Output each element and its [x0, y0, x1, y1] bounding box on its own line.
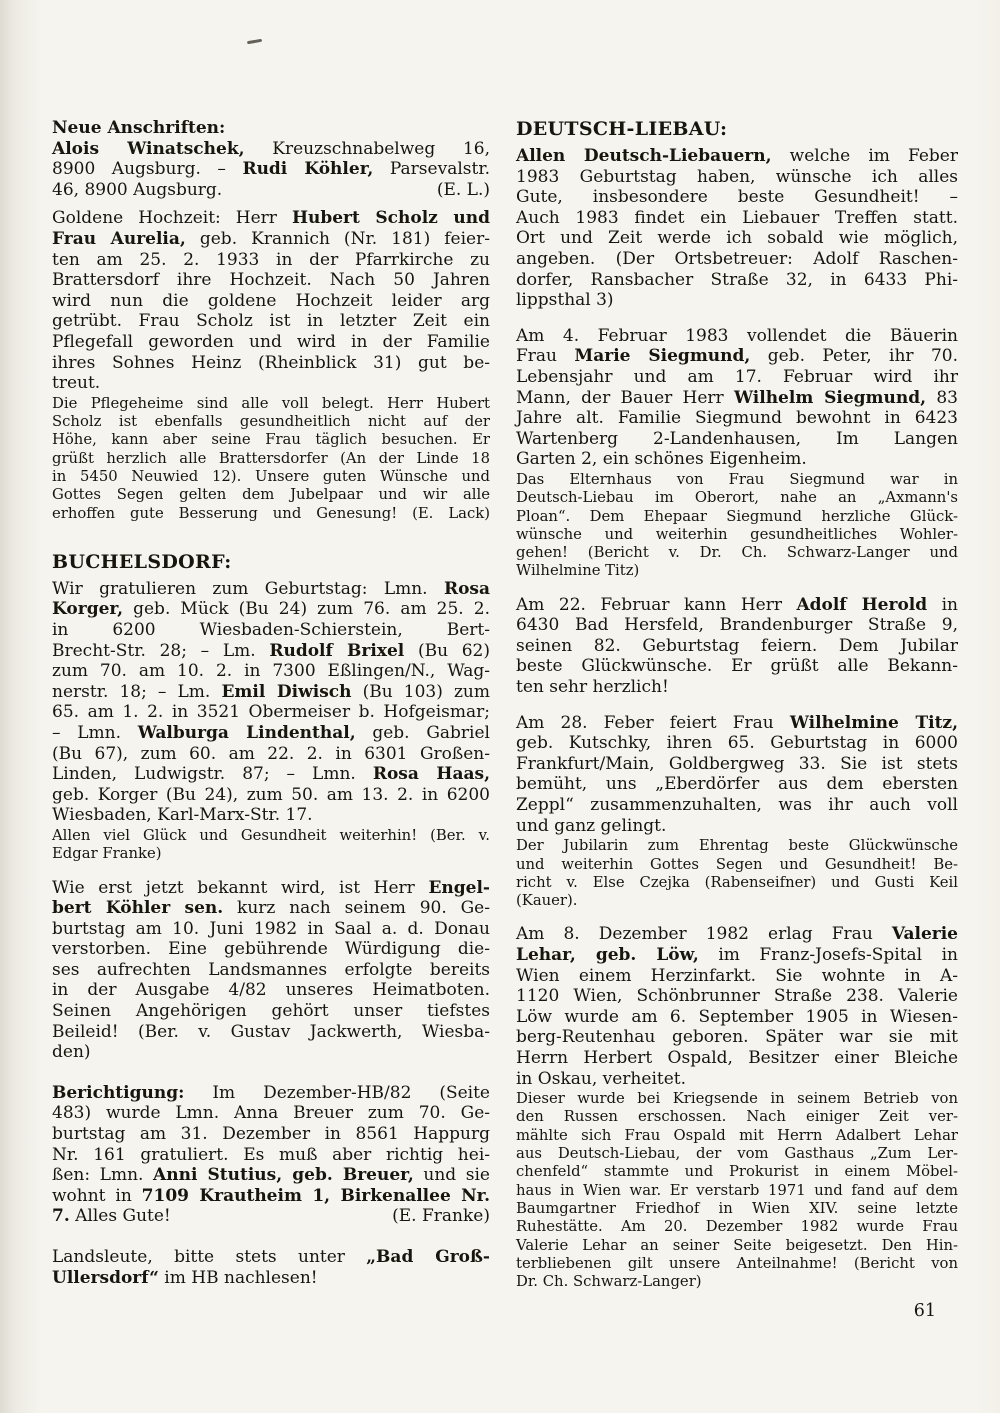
text-line — [516, 795, 958, 816]
text: Ploan“. Dem Ehepaar Siegmund herzliche Glück- — [516, 507, 958, 525]
text: erhoffen gute Besserung und Genesung! (E. Lack) — [52, 504, 490, 522]
text: Wie erst jetzt bekannt wird, ist Herr — [52, 877, 429, 898]
text: Frankfurt/Main, Goldbergweg 33. Sie ist stets — [516, 753, 958, 774]
text-line — [516, 1007, 958, 1028]
text-line — [52, 1186, 490, 1207]
text: 83 — [926, 387, 958, 408]
text-line — [52, 1001, 490, 1022]
text-line — [52, 579, 490, 600]
text: Wiesbaden, Karl-Marx-Str. 17. — [52, 805, 313, 826]
text: wird nun die goldene Hochzeit leider arg — [52, 290, 490, 311]
text: richt v. Else Czejka (Rabenseifner) und Gusti Keil — [516, 873, 958, 891]
text: grüßt herzlich alle Brattersdorfer (An der Linde 18 — [52, 449, 490, 467]
text-line — [52, 159, 490, 180]
line-left — [52, 1206, 171, 1227]
glueckwunsch-note — [52, 827, 490, 864]
text-line — [52, 599, 490, 620]
text-line — [52, 1165, 490, 1186]
text: Gute, insbesondere beste Gesundheit! – — [516, 187, 958, 208]
text: Im Dezember-HB/82 (Seite — [184, 1082, 490, 1103]
text: haus in Wien war. Er verstarb 1971 und fand auf dem — [516, 1181, 958, 1199]
text-line — [52, 764, 490, 785]
text-line — [52, 682, 490, 703]
column-right — [516, 118, 958, 1291]
text: Jahre alt. Familie Siegmund bewohnt in 6423 — [516, 408, 958, 429]
text-line — [516, 1273, 958, 1291]
text: (Bu 103) zum — [351, 681, 491, 702]
bold-text: Ullersdorf“ — [52, 1267, 159, 1288]
text: beste Glückwünsche. Er grüßt alle Bekann- — [516, 656, 958, 677]
bold-text: Wilhelmine Titz, — [789, 712, 958, 733]
text-line — [52, 180, 490, 201]
text: 1983 Geburtstag haben, wünsche ich alles — [516, 166, 958, 187]
text: Dr. Ch. Schwarz-Langer) — [516, 1273, 702, 1291]
text: (E. Franke) — [392, 1206, 490, 1227]
text-line — [516, 1182, 958, 1200]
text-line — [516, 270, 958, 291]
text-line — [52, 919, 490, 940]
text-line — [52, 1042, 490, 1063]
text: geb. Gabriel — [355, 722, 490, 743]
text-line — [516, 1090, 958, 1108]
text-line — [516, 816, 958, 837]
text: Löw wurde am 6. September 1905 in Wiesen- — [516, 1006, 958, 1027]
text: chenfeld“ stammte und Prokurist in einem Möbel- — [516, 1163, 958, 1181]
text-line — [516, 326, 958, 347]
text-line — [52, 744, 490, 765]
bold-text: Rudolf Brixel — [269, 640, 405, 661]
text-line — [516, 1027, 958, 1048]
buchelsdorf-heading: BUCHELSDORF: — [52, 550, 232, 573]
text: ten am 25. 2. 1933 in der Pfarrkirche zu — [52, 249, 490, 270]
text-line — [52, 980, 490, 1001]
text: in der Ausgabe 4/82 unseres Heimatboten. — [52, 980, 490, 1001]
text-line — [52, 1083, 490, 1104]
text-line — [52, 939, 490, 960]
text-line — [52, 431, 490, 449]
text-line — [516, 167, 958, 188]
text: ihres Sohnes Heinz (Rheinblick 31) gut be- — [52, 352, 490, 373]
text-line — [52, 1145, 490, 1166]
text-line — [516, 1145, 958, 1163]
text-line — [516, 1108, 958, 1126]
text: ten sehr herzlich! — [516, 677, 669, 698]
text: (Bu 67), zum 60. am 22. 2. in 6301 Großen- — [52, 743, 490, 764]
text: Am 8. Dezember 1982 erlag Frau — [516, 924, 892, 945]
text-line — [516, 713, 958, 734]
bold-text: Berichtigung: — [52, 1082, 185, 1103]
text-line — [52, 1206, 490, 1227]
text: bemüht, uns „Eberdörfer aus dem ebersten — [516, 774, 958, 795]
koehler-nachruf — [52, 878, 490, 1063]
text-line — [52, 332, 490, 353]
text-line — [516, 1048, 958, 1069]
bold-text: Neue Anschriften: — [52, 118, 226, 138]
text-line — [516, 544, 958, 562]
siegmund-note — [516, 471, 958, 581]
text-line — [516, 615, 958, 636]
text: dorfer, Ransbacher Straße 32, in 6433 Phi- — [516, 269, 958, 290]
buchelsdorf-geburtstage — [52, 579, 490, 826]
text: Der Jubilarin zum Ehrentag beste Glückwünsche — [516, 837, 958, 855]
text-line — [52, 311, 490, 332]
text-line — [516, 187, 958, 208]
text: 483) wurde Lmn. Anna Breuer zum 70. Ge- — [52, 1103, 490, 1124]
text: Garten 2, ein schönes Eigenheim. — [516, 449, 807, 470]
bold-text: Engel- — [428, 877, 490, 898]
text: Wartenberg 2-Landenhausen, Im Langen — [516, 428, 958, 449]
text-line — [516, 1218, 958, 1236]
text-line — [52, 270, 490, 291]
text-line — [516, 754, 958, 775]
text-line — [516, 733, 958, 754]
text: kurz nach seinem 90. Ge- — [223, 898, 490, 919]
text: Alles Gute! — [69, 1206, 171, 1227]
text: Valerie Lehar an seiner Seite beigesetzt. Den Hin- — [516, 1236, 958, 1254]
text-line — [52, 1247, 490, 1268]
bold-text: Allen Deutsch-Liebauern, — [516, 146, 772, 166]
text: (E. L.) — [436, 179, 490, 200]
text: burtstag am 10. Juni 1982 in Saal a. d. Donau — [52, 918, 490, 939]
bold-text: Valerie — [891, 924, 958, 945]
text: Lebensjahr und am 17. Februar wird ihr — [516, 366, 958, 387]
page-number: 61 — [913, 1301, 936, 1321]
text: (Bu 62) — [404, 640, 490, 661]
text-line — [52, 505, 490, 523]
text: Gottes Segen gelten dem Jubelpaar und wir alle — [52, 486, 490, 504]
text: mählte sich Frau Ospald mit Herrn Adalbert Lehar — [516, 1126, 958, 1144]
text-line — [52, 723, 490, 744]
bold-text: Korger, — [52, 599, 124, 620]
text-line — [52, 450, 490, 468]
text-line — [52, 1103, 490, 1124]
text-line — [516, 508, 958, 526]
text: aus Deutsch-Liebau, der vom Gasthaus „Zum Ler- — [516, 1145, 958, 1163]
text-line — [52, 878, 490, 899]
text-line — [516, 1163, 958, 1181]
text-line — [516, 429, 958, 450]
text-line — [516, 228, 958, 249]
text: verstorben. Eine gebührende Würdigung die- — [52, 939, 490, 960]
text: in 5450 Neuwied 12). Unsere guten Wünsche und — [52, 467, 490, 485]
bold-text: bert Köhler sen. — [52, 898, 224, 919]
text: im Franz-Josefs-Spital in — [698, 945, 958, 965]
text-line — [516, 1200, 958, 1218]
text-line — [52, 805, 490, 826]
text-line — [516, 636, 958, 657]
text-line — [52, 827, 490, 845]
text: zum 70. am 10. 2. in 7300 Eßlingen/N., Wag- — [52, 661, 490, 682]
scan-speck — [247, 39, 262, 44]
text: Linden, Ludwigstr. 87; – Lmn. — [52, 764, 373, 785]
line-signature — [437, 180, 490, 201]
text: geb. Peter, ihr 70. — [750, 346, 958, 367]
bold-text: Alois Winatschek, — [52, 138, 245, 159]
text-line — [516, 562, 958, 580]
text-line — [516, 471, 958, 489]
text: Am 28. Feber feiert Frau — [516, 712, 790, 733]
column-left — [52, 118, 490, 1288]
text: geb. Korger (Bu 24), zum 50. am 13. 2. in 6200 — [52, 784, 490, 805]
text: Am 22. Februar kann Herr — [516, 594, 797, 615]
text: Kreuzschnabelweg 16, — [244, 138, 490, 159]
berichtigung — [52, 1083, 490, 1227]
text-line — [516, 856, 958, 874]
bold-text: Rosa Haas, — [372, 764, 490, 785]
text: getrübt. Frau Scholz ist in letzter Zeit ein — [52, 311, 490, 332]
herold-geburtstag — [516, 595, 958, 698]
text: seinen 82. Geburtstag feiern. Dem Jubilar — [516, 635, 958, 656]
text: nerstr. 18; – Lm. — [52, 681, 222, 702]
text: 6430 Bad Hersfeld, Brandenburger Straße 9, — [516, 615, 958, 636]
bold-text: Anni Stutius, geb. Breuer, — [153, 1165, 414, 1186]
text: Die Pflegeheime sind alle voll belegt. Herr Hubert — [52, 394, 490, 412]
text: Ruhestätte. Am 20. Dezember 1982 wurde Frau — [516, 1218, 958, 1236]
text-line — [52, 353, 490, 374]
text-line — [52, 468, 490, 486]
text-line — [516, 489, 958, 507]
bold-text: Rudi Köhler, — [242, 159, 374, 180]
text: in — [927, 594, 959, 615]
text: terbliebenen gilt unsere Anteilnahme! (Bericht von — [516, 1254, 958, 1272]
text: Goldene Hochzeit: Herr — [52, 208, 292, 229]
text: Wir gratulieren zum Geburtstag: Lmn. — [52, 578, 444, 599]
lehar-nachruf — [516, 924, 958, 1089]
text: 1120 Wien, Schönbrunner Straße 238. Valerie — [516, 986, 958, 1007]
text: geb. Krannich (Nr. 181) feier- — [185, 228, 490, 249]
text: Beileid! (Ber. v. Gustav Jackwerth, Wiesba- — [52, 1021, 490, 1042]
text-line — [516, 874, 958, 892]
bold-text: 7109 Krautheim 1, Birkenallee Nr. — [141, 1185, 490, 1206]
text: treut. — [52, 373, 101, 394]
text-line — [52, 641, 490, 662]
text-line — [516, 388, 958, 409]
text-line — [52, 898, 490, 919]
text-line — [516, 346, 958, 367]
text: gehen! (Bericht v. Dr. Ch. Schwarz-Langer und — [516, 544, 958, 562]
text: den Russen erschossen. Nach einiger Zeit ver- — [516, 1108, 958, 1126]
text: Mann, der Bauer Herr — [516, 387, 734, 408]
text: Parsevalstr. — [373, 159, 490, 180]
text-line — [52, 395, 490, 413]
text: berg-Reutenhau geboren. Später war sie mit — [516, 1027, 958, 1048]
text-line — [516, 249, 958, 270]
text: Edgar Franke) — [52, 845, 162, 863]
text-line — [516, 774, 958, 795]
text: 8900 Augsburg. – — [52, 159, 243, 180]
text: im HB nachlesen! — [158, 1267, 318, 1288]
text: Landsleute, bitte stets unter — [52, 1247, 367, 1268]
bold-text: Hubert Scholz und — [291, 208, 490, 229]
text: wünsche und weiterhin gesundheitliches Wohler- — [516, 525, 958, 543]
text-line — [516, 1237, 958, 1255]
text-line — [516, 408, 958, 429]
bold-text: Wilhelm Siegmund, — [733, 387, 927, 408]
text: lippsthal 3) — [516, 290, 614, 311]
text: Zeppl“ zusammenzuhalten, was ihr auch voll — [516, 795, 958, 816]
line-signature — [392, 1206, 490, 1227]
text: Ort und Zeit werde ich sobald wie möglich, — [516, 228, 958, 249]
text: ßen: Lmn. — [52, 1165, 154, 1186]
text: burtstag am 31. Dezember in 8561 Happurg — [52, 1124, 490, 1145]
bold-text: Marie Siegmund, — [574, 346, 751, 367]
text: Seinen Angehörigen gehört unser tiefstes — [52, 1001, 490, 1022]
text-line — [516, 1255, 958, 1273]
text: wohnt in — [52, 1185, 142, 1206]
text-line — [52, 1268, 490, 1289]
text: Pflegefall geworden und wird in der Familie — [52, 331, 490, 352]
text-line — [516, 367, 958, 388]
text-line — [516, 449, 958, 470]
text-line — [52, 229, 490, 250]
text: und weiterhin Gottes Segen und Gesundheit! Be- — [516, 855, 958, 873]
text: Frau — [516, 346, 575, 367]
text: Das Elternhaus von Frau Siegmund war in — [516, 470, 958, 488]
text-line — [52, 373, 490, 394]
text-line — [52, 291, 490, 312]
text: Am 4. Februar 1983 vollendet die Bäuerin — [516, 325, 958, 346]
text: geb. Mück (Bu 24) zum 76. am 25. 2. — [123, 599, 490, 620]
text-line — [52, 702, 490, 723]
text: Nr. 161 gratuliert. Es muß aber richtig hei- — [52, 1144, 490, 1165]
pflegeheime-note — [52, 395, 490, 523]
text: angeben. (Der Ortsbetreuer: Adolf Raschen- — [516, 248, 958, 269]
text-line — [52, 785, 490, 806]
lehar-note — [516, 1090, 958, 1291]
bold-text: Walburga Lindenthal, — [137, 722, 356, 743]
bold-text: Emil Diwisch — [221, 681, 352, 702]
text-line — [52, 139, 490, 160]
text-line — [52, 486, 490, 504]
bold-text: Lehar, geb. Löw, — [516, 945, 699, 965]
text: – Lmn. — [52, 722, 138, 743]
titz-geburtstag — [516, 713, 958, 837]
titz-note — [516, 837, 958, 910]
bold-text: Adolf Herold — [796, 594, 928, 615]
text-line — [52, 118, 490, 139]
text-line — [52, 960, 490, 981]
text: Baumgartner Friedhof in Wien XIV. seine letzte — [516, 1199, 958, 1217]
text: 46, 8900 Augsburg. — [52, 179, 223, 200]
text-line — [52, 250, 490, 271]
text: Deutsch-Liebau im Oberort, nahe an „Axmann's — [516, 489, 958, 507]
text-line — [52, 845, 490, 863]
text: 65. am 1. 2. in 3521 Obermeiser b. Hofgeismar; — [52, 702, 490, 723]
text-line — [516, 986, 958, 1007]
text-line — [52, 1124, 490, 1145]
bold-text: 7. — [52, 1206, 70, 1227]
text-line — [516, 677, 958, 698]
text-line — [516, 1069, 958, 1090]
text: und ganz gelingt. — [516, 815, 667, 836]
text: und sie — [413, 1165, 490, 1186]
text: in 6200 Wiesbaden-Schierstein, Bert- — [52, 619, 490, 640]
text: Auch 1983 findet ein Liebauer Treffen statt. — [516, 207, 958, 228]
text: in Oskau, verheitet. — [516, 1068, 687, 1089]
text-line — [52, 208, 490, 229]
text-line — [516, 146, 958, 167]
line-left — [52, 180, 222, 201]
text-line — [516, 526, 958, 544]
text-line — [52, 661, 490, 682]
text: Dieser wurde bei Kriegsende in seinem Betrieb von — [516, 1090, 958, 1108]
text-line — [516, 290, 958, 311]
text-line — [516, 892, 958, 910]
text: Höhe, kann aber seine Frau täglich besuchen. Er — [52, 431, 490, 449]
text-line — [516, 945, 958, 966]
text: Wilhelmine Titz) — [516, 562, 640, 580]
text-line — [516, 966, 958, 987]
text-line — [516, 595, 958, 616]
text-line — [52, 1022, 490, 1043]
bold-text: Frau Aurelia, — [52, 228, 186, 249]
siegmund-jubilaeum — [516, 326, 958, 470]
text-line — [516, 1127, 958, 1145]
text-line — [516, 837, 958, 855]
bold-text: „Bad Groß- — [366, 1247, 490, 1268]
text: ses aufrechten Landsmannes erfolgte bereits — [52, 959, 490, 980]
hinweis-bad-gross-ullersdorf — [52, 1247, 490, 1288]
text: geb. Kutschky, ihren 65. Geburtstag in 6000 — [516, 733, 958, 754]
bold-text: Rosa — [443, 578, 490, 599]
text: Herrn Herbert Ospald, Besitzer einer Bleiche — [516, 1047, 958, 1068]
neue-anschriften — [52, 118, 490, 200]
text: welche im Feber — [771, 146, 958, 166]
text: den) — [52, 1042, 91, 1063]
text-line — [52, 620, 490, 641]
text: Wien einem Herzinfarkt. Sie wohnte in A- — [516, 965, 958, 986]
text-line — [516, 656, 958, 677]
goldene-hochzeit — [52, 208, 490, 393]
text: Allen viel Glück und Gesundheit weiterhin! (Ber. v. — [52, 826, 490, 844]
text-line — [516, 208, 958, 229]
text: Brecht-Str. 28; – Lm. — [52, 640, 270, 661]
text-line — [516, 924, 958, 945]
text: Brattersdorf ihre Hochzeit. Nach 50 Jahren — [52, 270, 490, 291]
deutsch-liebau-heading: DEUTSCH-LIEBAU: — [516, 118, 728, 140]
text: (Kauer). — [516, 892, 578, 910]
liebauer-gruss — [516, 146, 958, 311]
text-line — [52, 413, 490, 431]
text: Scholz ist ebenfalls gesundheitlich nicht auf der — [52, 413, 490, 431]
